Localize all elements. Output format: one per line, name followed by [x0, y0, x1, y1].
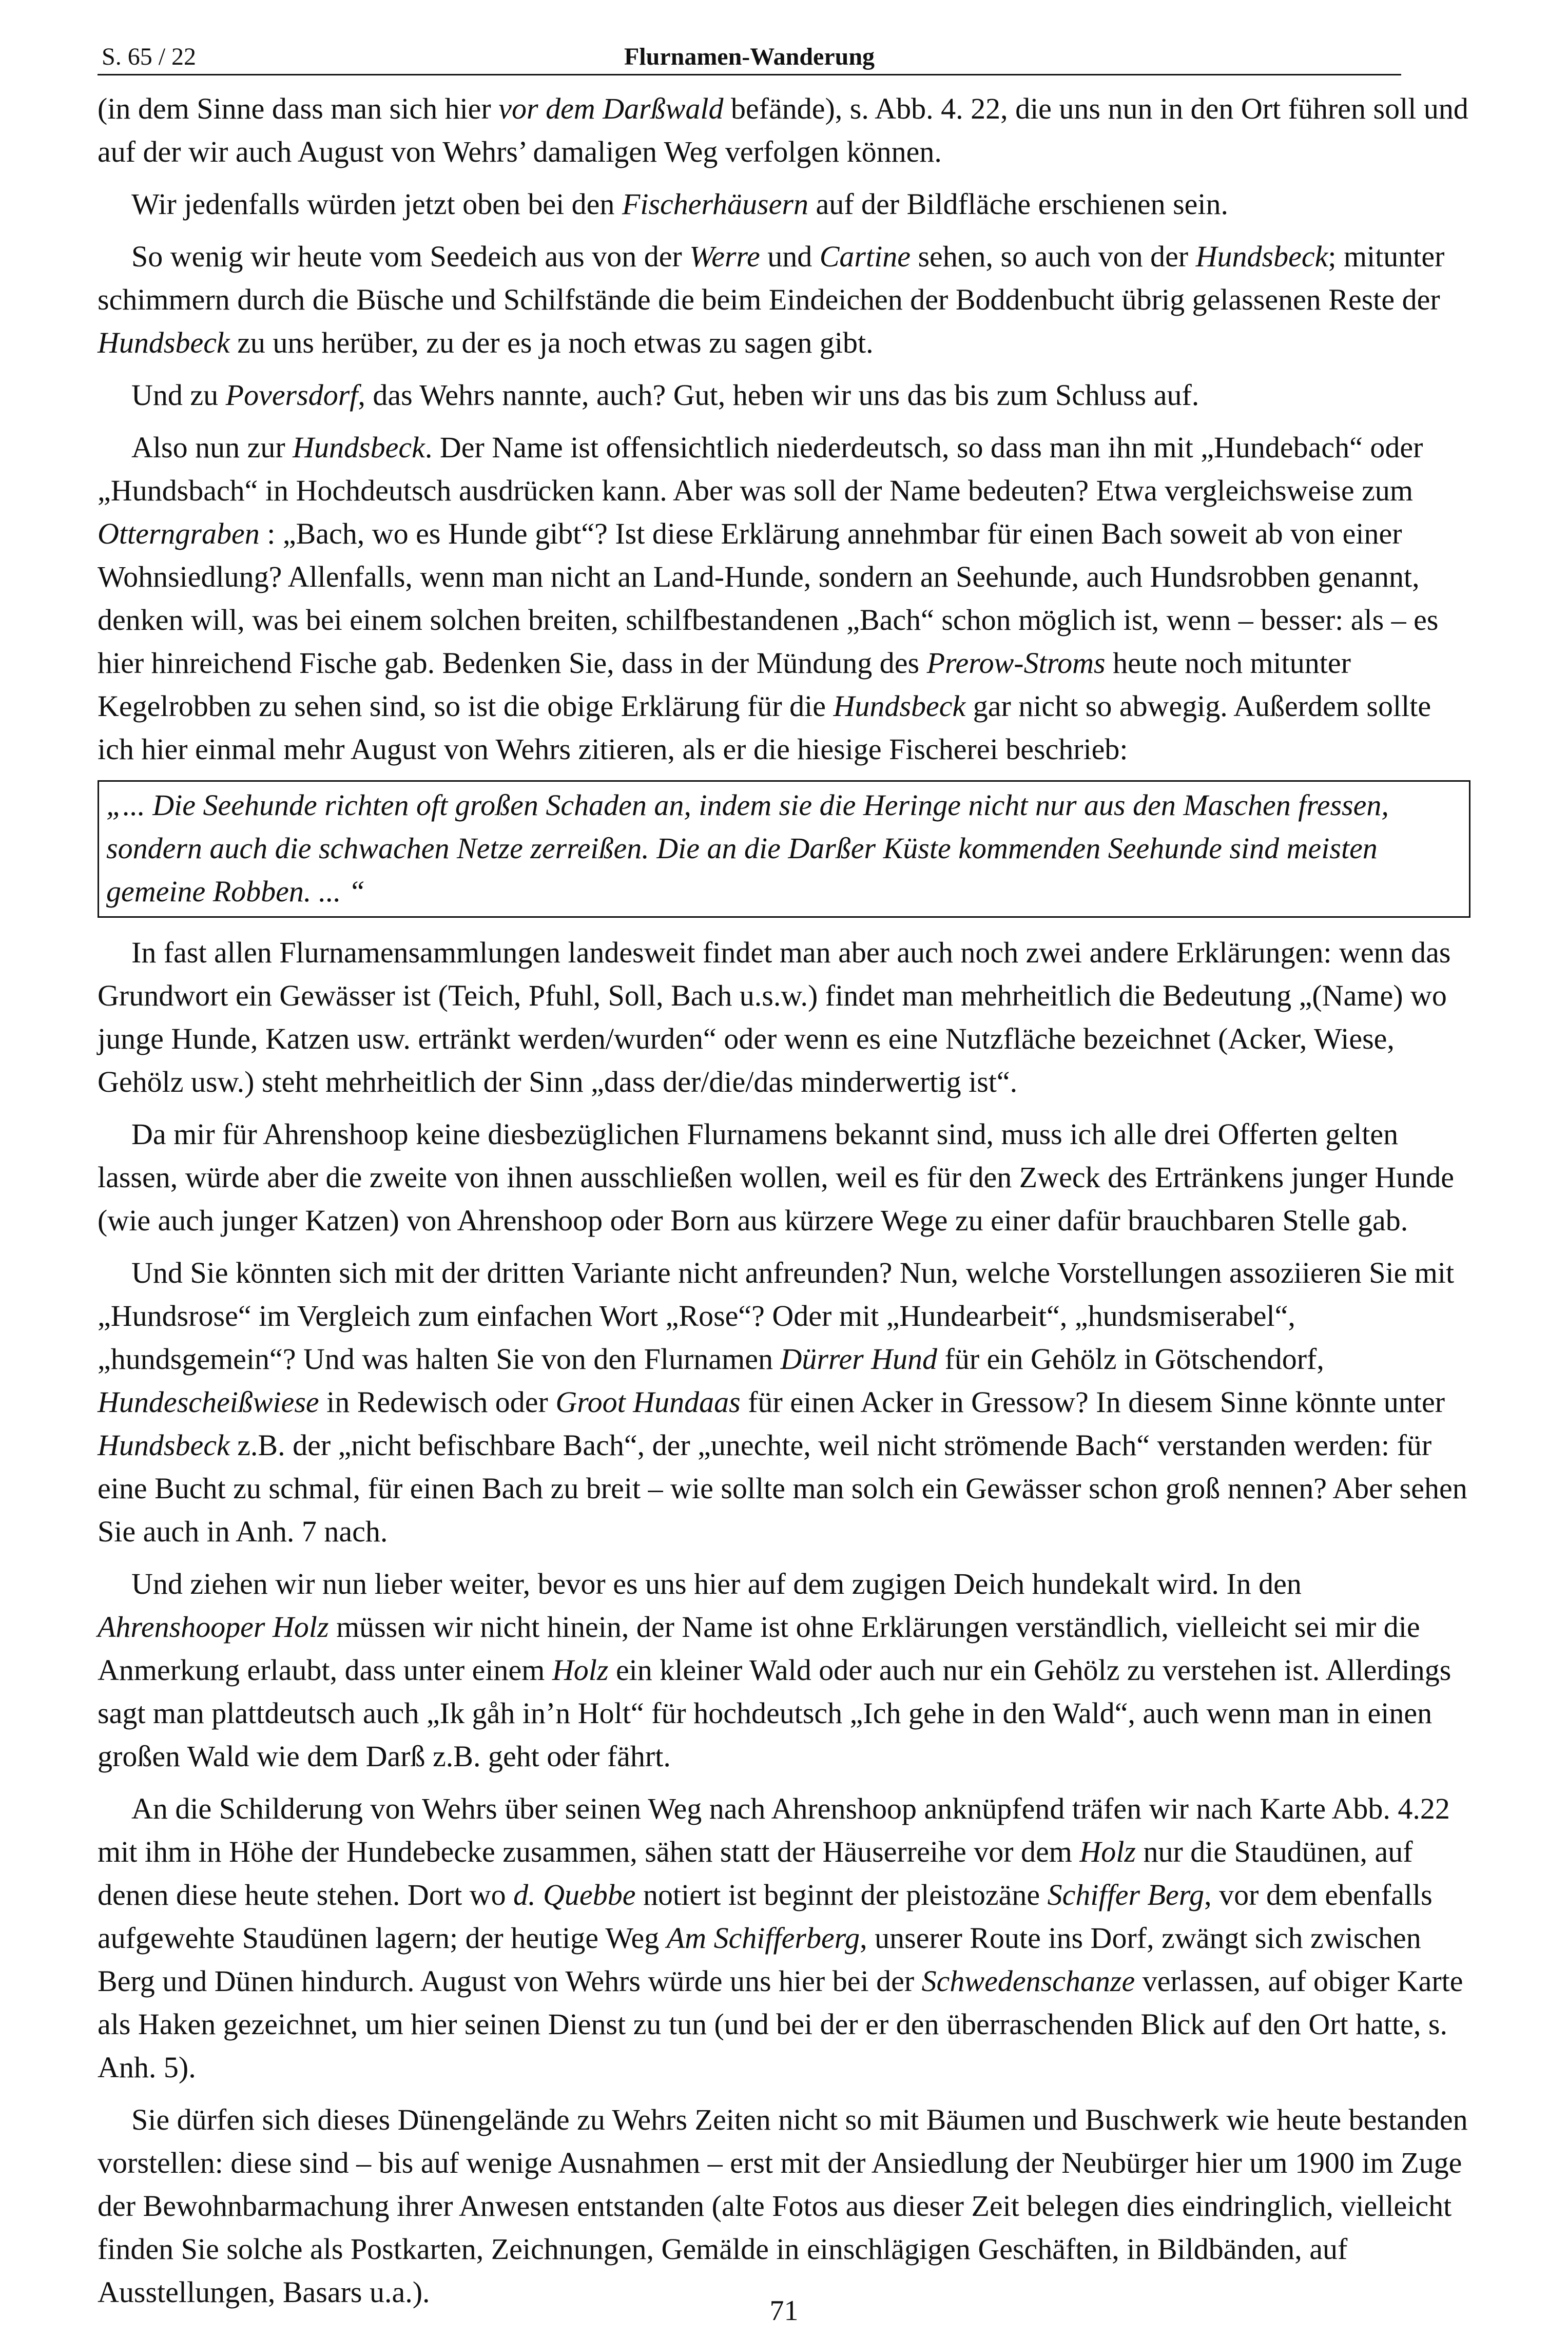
italic-term: Schiffer Berg: [1047, 1878, 1205, 1911]
text-run: Und zu: [131, 378, 226, 412]
italic-term: Am Schifferberg: [666, 1921, 860, 1955]
italic-term: Hundescheißwiese: [98, 1385, 319, 1419]
text-run: heute noch mitunter Kegelrobben zu sehen sind, so ist die obige Erklärung für die: [98, 646, 1351, 723]
text-run: sehen, so auch von der: [910, 240, 1196, 273]
text-run: Und ziehen wir nun lieber weiter, bevor es uns hier auf dem zugigen Deich hundekalt wird. In den: [131, 1567, 1302, 1600]
text-run: Wir jedenfalls würden jetzt oben bei den: [131, 187, 622, 221]
italic-term: Hundsbeck: [293, 431, 425, 464]
text-run: gar nicht so abwegig. Außerdem sollte ich hier einmal mehr August von Wehrs zitieren, als er die hiesige Fischerei beschrieb:: [98, 689, 1431, 766]
quote-box: [98, 780, 1470, 918]
text-run: nur die Staudünen, auf denen diese heute stehen. Dort wo: [98, 1835, 1413, 1911]
text-run: Sie dürfen sich dieses Dünengelände zu Wehrs Zeiten nicht so mit Bäumen und Buschwerk wie heute bestanden vorstellen: diese sind – bis auf wenige Ausnahmen – erst mit der Ansiedlung der Neubürger hier um 1900 im Zuge der Bewohnbarmachung ihrer Anwesen entstanden (alte Fotos aus dieser Zeit belegen dies eindringlich, vielleicht finden Sie solche als Postkarten, Zeichnungen, Gemälde in einschlägigen Geschäften, in Bildbänden, auf Ausstellungen, Basars u.a.).: [98, 2103, 1468, 2309]
text-run: und: [760, 240, 820, 273]
paragraph: [98, 374, 1470, 417]
text-run: An die Schilderung von Wehrs über seinen Weg nach Ahrenshoop anknüpfend träfen wir nach Karte Abb. 4.22 mit ihm in Höhe der Hundebecke zusammen, sähen statt der Häuserreihe vor dem: [98, 1792, 1450, 1868]
text-run: (in dem Sinne dass man sich hier: [98, 92, 499, 125]
italic-term: Hundsbeck: [98, 326, 230, 359]
text-run: auf der Bildfläche erschienen sein.: [808, 187, 1229, 221]
italic-term: Fischerhäusern: [622, 187, 808, 221]
text-run: Und Sie könnten sich mit der dritten Variante nicht anfreunden? Nun, welche Vorstellungen assoziieren Sie mit „Hundsrose“ im Vergleich zum einfachen Wort „Rose“? Oder mit „Hundearbeit“, „hundsmiserabel“, „hundsgemein“? Und was halten Sie von den Flurnamen: [98, 1256, 1455, 1376]
text-run: müssen wir nicht hinein, der Name ist ohne Erklärungen verständlich, vielleicht sei mir die Anmerkung erlaubt, dass unter einem: [98, 1610, 1420, 1687]
text-run: , vor dem ebenfalls aufgewehte Staudünen lagern; der heutige Weg: [98, 1878, 1433, 1955]
text-run: für einen Acker in Gressow? In diesem Sinne könnte unter: [740, 1385, 1445, 1419]
text-run: ; mitunter schimmern durch die Büsche und Schilfstände die beim Eindeichen der Boddenbucht übrig gelassenen Reste der: [98, 240, 1445, 316]
text-run: z.B. der „nicht befischbare Bach“, der „unechte, weil nicht strömende Bach“ verstanden werden: für eine Bucht zu schmal, für einen Bach zu breit – wie sollte man solch ein Gewässer schon groß nennen? Aber sehen Sie auch in Anh. 7 nach.: [98, 1428, 1467, 1548]
italic-term: Dürrer Hund: [780, 1342, 938, 1376]
italic-term: Cartine: [819, 240, 911, 273]
paragraph: [98, 1787, 1470, 2089]
italic-term: Ahrenshooper Holz: [98, 1610, 329, 1644]
italic-term: Holz: [552, 1653, 609, 1687]
section-number: S. 65 / 22: [102, 43, 197, 70]
paragraph: [98, 1113, 1470, 1242]
running-title: Flurnamen-Wanderung: [624, 43, 875, 70]
text-run: „... Die Seehunde richten oft großen Schaden an, indem sie die Heringe nicht nur aus den Maschen fressen, sondern auch die schwachen Netze zerreißen. Die an die Darßer Küste kommenden Seehunde sind meisten gemeine Robben. ... “: [106, 788, 1389, 908]
italic-term: Groot Hundaas: [555, 1385, 741, 1419]
text-run: , das Wehrs nannte, auch? Gut, heben wir uns das bis zum Schluss auf.: [358, 378, 1199, 412]
italic-term: Poversdorf: [225, 378, 358, 412]
text-run: notiert ist beginnt der pleistozäne: [635, 1878, 1048, 1911]
text-run: verlassen, auf obiger Karte als Haken gezeichnet, um hier seinen Dienst zu tun (und bei der er den überraschenden Blick auf den Ort hatte, s. Anh. 5).: [98, 1964, 1463, 2084]
text-run: Da mir für Ahrenshoop keine diesbezüglichen Flurnamens bekannt sind, muss ich alle drei Offerten gelten lassen, würde aber die zweite von ihnen ausschließen wollen, weil es für den Zweck des Ertränkens junger Hunde (wie auch junger Katzen) von Ahrenshoop oder Born aus kürzere Wege zu einer dafür brauchbaren Stelle gab.: [98, 1117, 1454, 1237]
paragraph: [98, 87, 1470, 173]
page-number: 71: [769, 2295, 799, 2327]
italic-term: Werre: [689, 240, 760, 273]
italic-term: Holz: [1079, 1835, 1136, 1868]
text-run: zu uns herüber, zu der es ja noch etwas zu sagen gibt.: [229, 326, 874, 359]
italic-term: Hundsbeck: [1195, 240, 1328, 273]
paragraph: [98, 931, 1470, 1104]
text-run: : „Bach, wo es Hunde gibt“? Ist diese Erklärung annehmbar für einen Bach soweit ab von einer Wohnsiedlung? Allenfalls, wenn man nicht an Land-Hunde, sondern an Seehunde, auch Hundsrobben genannt, denken will, was bei einem solchen breiten, schilfbestandenen „Bach“ schon möglich ist, wenn – besser: als – es hier hinreichend Fische gab. Bedenken Sie, dass in der Mündung des: [98, 517, 1439, 680]
paragraph: [98, 426, 1470, 771]
text-run: Also nun zur: [131, 431, 293, 464]
paragraph: [98, 1562, 1470, 1778]
paragraph: [98, 2098, 1470, 2314]
italic-term: d. Quebbe: [513, 1878, 636, 1911]
italic-term: Schwedenschanze: [921, 1964, 1135, 1998]
page-header: [98, 42, 1401, 75]
italic-term: Hundsbeck: [98, 1428, 230, 1462]
text-run: , unserer Route ins Dorf, zwängt sich zwischen Berg und Dünen hindurch. August von Wehrs würde uns hier bei der: [98, 1921, 1421, 1998]
paragraph: [98, 1251, 1470, 1553]
text-run: befände), s. Abb. 4. 22, die uns nun in den Ort führen soll und auf der wir auch August von Wehrs’ damaligen Weg verfolgen können.: [98, 92, 1468, 168]
text-run: ein kleiner Wald oder auch nur ein Gehölz zu verstehen ist. Allerdings sagt man plattdeutsch auch „Ik gåh in’n Holt“ für hochdeutsch „Ich gehe in den Wald“, auch wenn man in einen großen Wald wie dem Darß z.B. geht oder fährt.: [98, 1653, 1451, 1773]
text-run: So wenig wir heute vom Seedeich aus von der: [131, 240, 690, 273]
italic-term: Hundsbeck: [833, 689, 966, 723]
text-run: in Redewisch oder: [319, 1385, 556, 1419]
body-text: [98, 87, 1470, 2323]
quote-text: [106, 784, 1462, 913]
text-run: In fast allen Flurnamensammlungen landesweit findet man aber auch noch zwei andere Erklärungen: wenn das Grundwort ein Gewässer ist (Teich, Pfuhl, Soll, Bach u.s.w.) findet man mehrheitlich die Bedeutung „(Name) wo junge Hunde, Katzen usw. ertränkt werden/wurden“ oder wenn es eine Nutzfläche bezeichnet (Acker, Wiese, Gehölz usw.) steht mehrheitlich der Sinn „dass der/die/das minderwertig ist“.: [98, 936, 1451, 1098]
paragraph: [98, 235, 1470, 364]
text-run: . Der Name ist offensichtlich niederdeutsch, so dass man ihn mit „Hundebach“ oder „Hundsbach“ in Hochdeutsch ausdrücken kann. Aber was soll der Name bedeuten? Etwa vergleichsweise zum: [98, 431, 1423, 507]
text-run: für ein Gehölz in Götschendorf,: [937, 1342, 1324, 1376]
paragraph: [98, 183, 1470, 226]
italic-term: Otterngraben: [98, 517, 260, 550]
italic-term: Prerow-Stroms: [926, 646, 1106, 680]
italic-term: vor dem Darßwald: [498, 92, 724, 125]
